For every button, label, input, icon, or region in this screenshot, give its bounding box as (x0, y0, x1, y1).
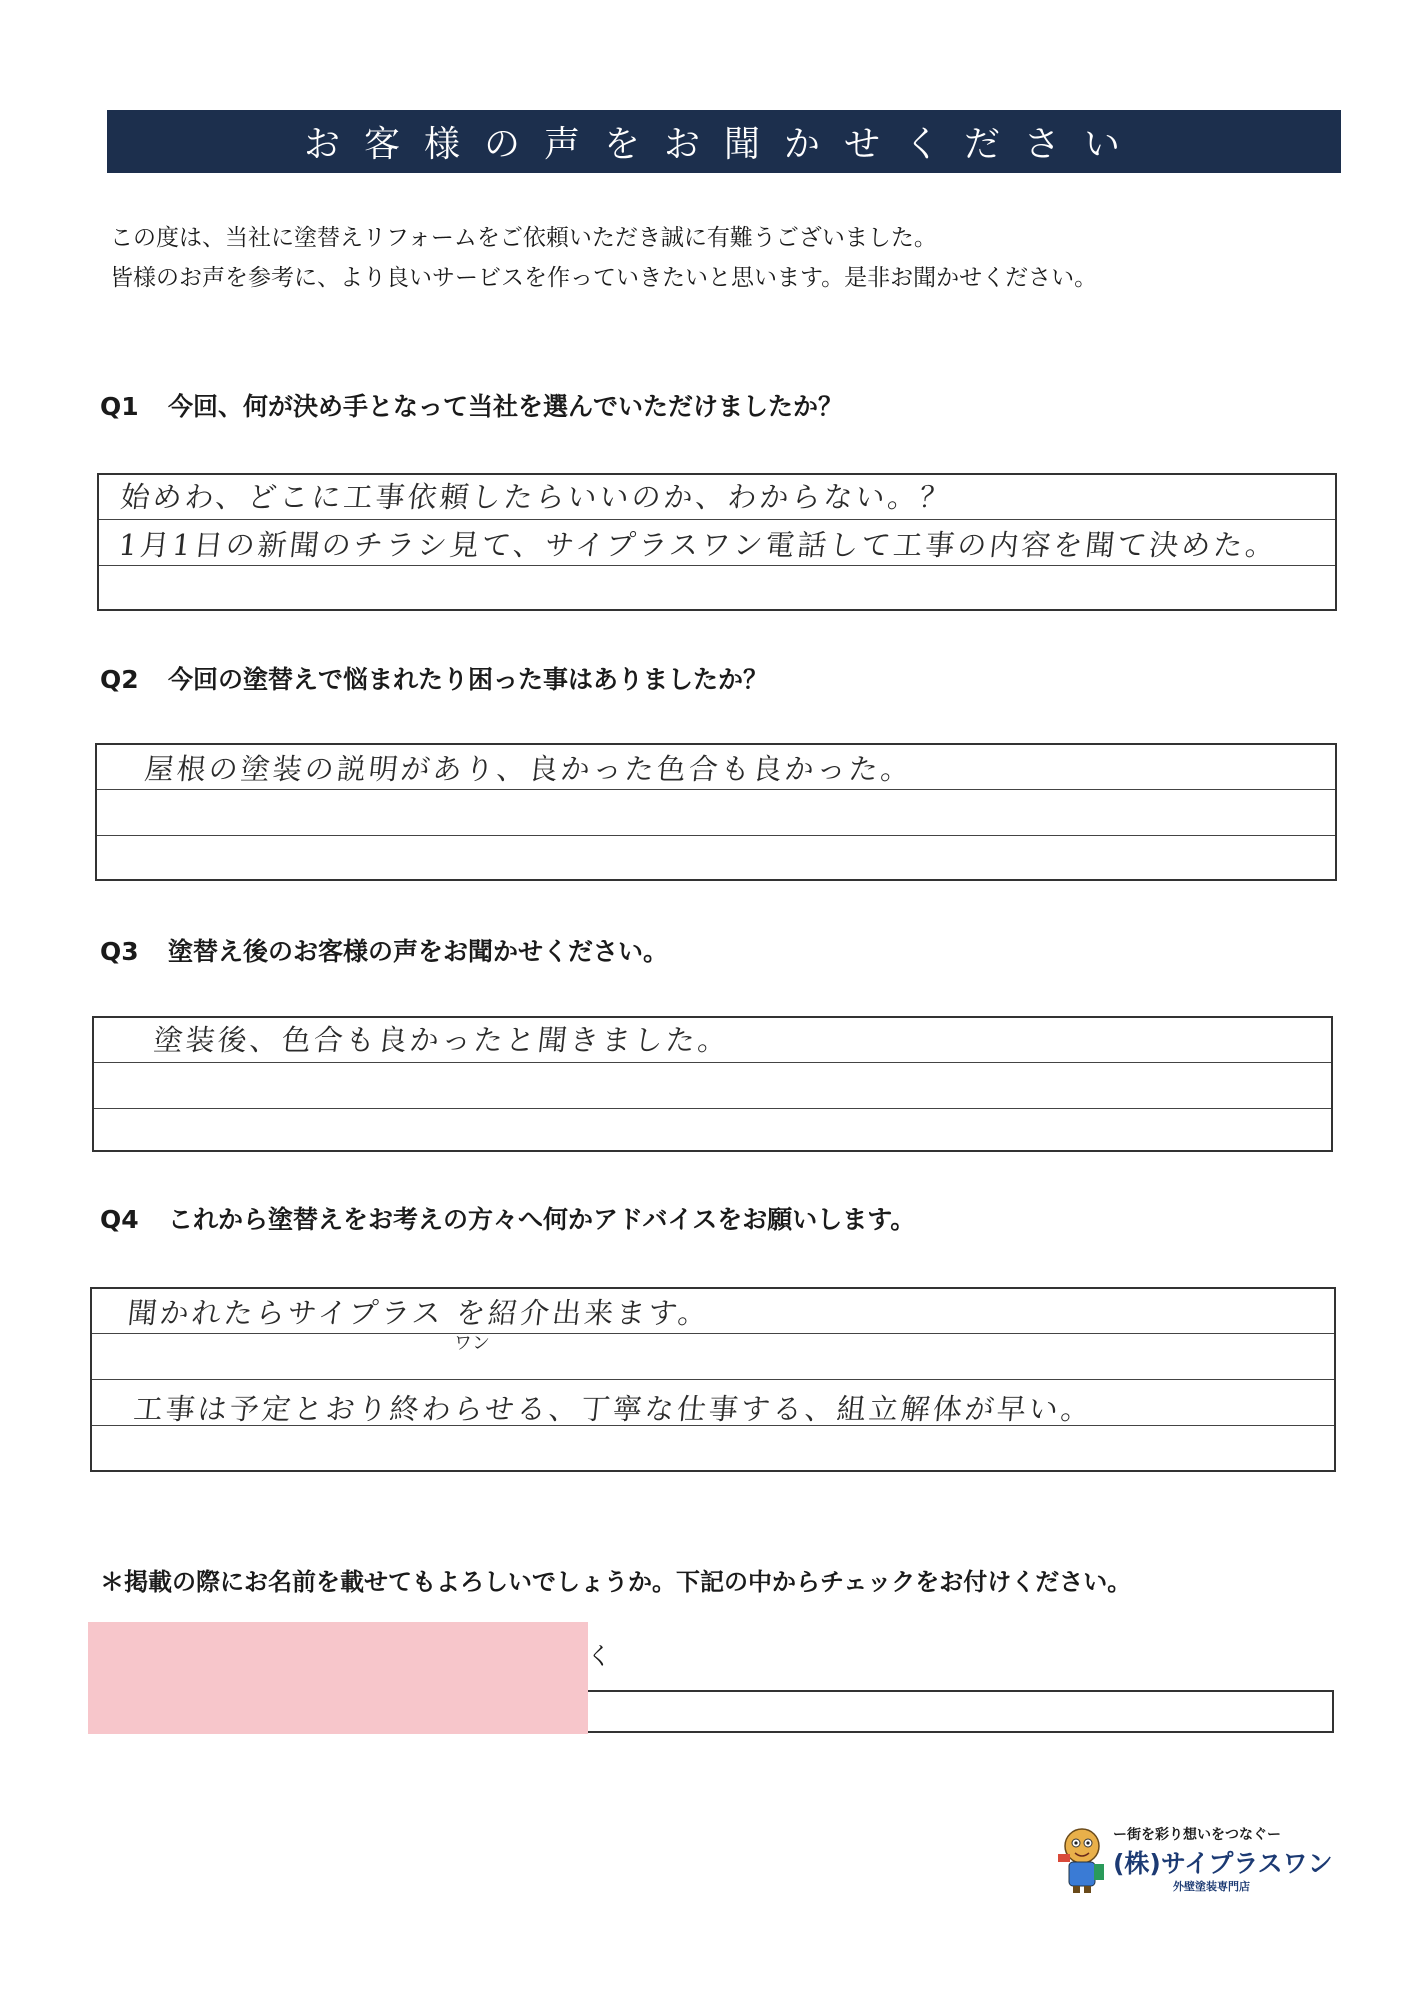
handwritten-answer: 屋根の塗装の説明があり、良かった色合も良かった。 (143, 752, 915, 786)
handwritten-answer: 1月1日の新聞のチラシ見て、サイプラスワン電話して工事の内容を聞て決めた。 (117, 528, 1280, 562)
question-number: Q3 (100, 937, 139, 966)
question-text: これから塗替えをお考えの方々へ何かアドバイスをお願いします。 (168, 1205, 916, 1234)
handwritten-answer: 始めわ、どこに工事依頼したらいいのか、わからない。？ (119, 480, 954, 514)
question-3 (100, 932, 668, 968)
publication-note: ＊掲載の際にお名前を載せてもよろしいでしょうか。下記の中からチェックをお付けください。 (100, 1568, 1132, 1596)
question-2 (100, 660, 768, 696)
page-title: お客様の声をお聞かせください (303, 124, 1144, 165)
logo-tagline: ー街を彩り想いをつなぐー (1113, 1827, 1281, 1843)
handwritten-ruby: ワン (454, 1333, 490, 1354)
form-fragment: く (587, 1642, 611, 1670)
answer-box-2 (95, 743, 1337, 881)
question-1 (100, 387, 843, 423)
answer-line (92, 1333, 1334, 1380)
handwritten-answer: 工事は予定とおり終わらせる、丁寧な仕事する、組立解体が早い。 (132, 1392, 1095, 1426)
name-box (588, 1690, 1334, 1733)
question-number: Q1 (100, 392, 139, 421)
answer-box-1 (97, 473, 1337, 611)
question-text: 塗替え後のお客様の声をお聞かせください。 (168, 937, 669, 966)
mascot-icon (1055, 1824, 1109, 1894)
question-text: 今回の塗替えで悩まれたり困った事はありましたか？ (168, 665, 769, 694)
answer-line (97, 789, 1335, 836)
intro-line: この度は、当社に塗替えリフォームをご依頼いただき誠に有難うございました。 (110, 225, 937, 251)
handwritten-answer: 塗装後、色合も良かったと聞きました。 (152, 1023, 732, 1057)
intro-text (110, 218, 1097, 298)
question-4 (100, 1200, 915, 1236)
answer-box-3 (92, 1016, 1333, 1152)
company-logo (1055, 1822, 1333, 1898)
redacted-name-area (88, 1622, 588, 1734)
title-banner (107, 110, 1341, 173)
question-number: Q2 (100, 665, 139, 694)
intro-line: 皆様のお声を参考に、より良いサービスを作っていきたいと思います。是非お聞かせください。 (110, 265, 1098, 291)
answer-line (94, 1062, 1331, 1109)
logo-subtitle: 外壁塗装専門店 (1173, 1880, 1250, 1893)
answer-box-4 (90, 1287, 1336, 1472)
logo-company-name: (株)サイプラスワン (1113, 1849, 1333, 1878)
question-text: 今回、何が決め手となって当社を選んでいただけましたか？ (168, 392, 844, 421)
handwritten-answer: 聞かれたらサイプラス を紹介出来ます。 (126, 1296, 712, 1330)
question-number: Q4 (100, 1205, 139, 1234)
